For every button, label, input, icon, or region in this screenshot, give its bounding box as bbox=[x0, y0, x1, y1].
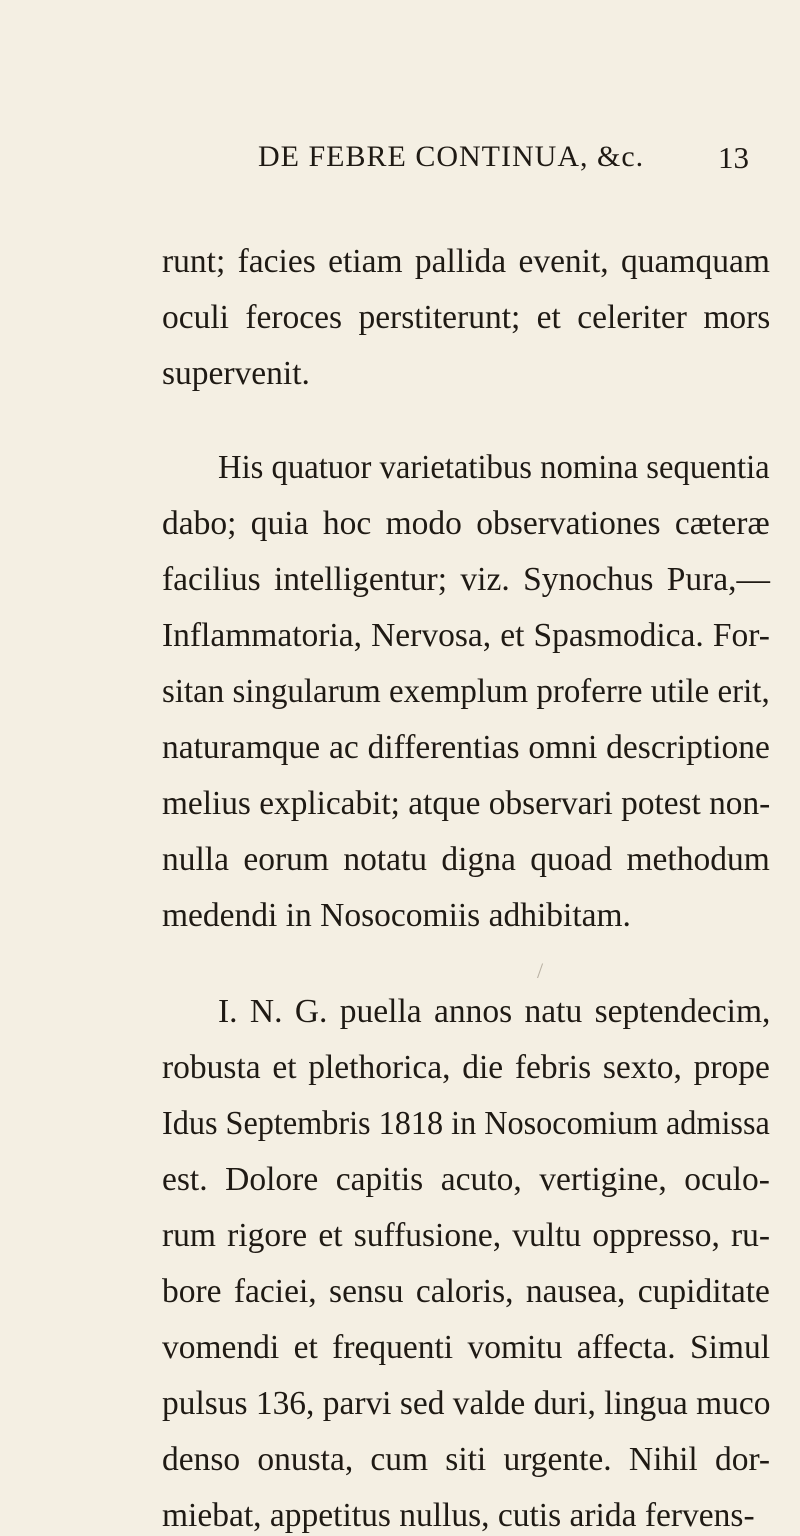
running-head: DE FEBRE CONTINUA, &c. bbox=[258, 140, 645, 173]
text-line: est. Dolore capitis acuto, vertigine, oculo- bbox=[162, 1161, 770, 1198]
text-line: vomendi et frequenti vomitu affecta. Simul bbox=[162, 1329, 771, 1366]
text-line: His quatuor varietatibus nomina sequentia bbox=[218, 449, 770, 486]
stray-mark: / bbox=[537, 958, 544, 983]
text-line: miebat, appetitus nullus, cutis arida fervens- bbox=[162, 1497, 755, 1534]
text-line: medendi in Nosocomiis adhibitam. bbox=[162, 897, 631, 934]
text-line: rum rigore et suffusione, vultu oppresso, ru- bbox=[162, 1217, 771, 1254]
text-line: runt; facies etiam pallida evenit, quamquam bbox=[162, 243, 770, 280]
text-line: robusta et plethorica, die febris sexto, prope bbox=[162, 1049, 770, 1086]
text-line: melius explicabit; atque observari potest non- bbox=[162, 785, 771, 822]
page-header bbox=[0, 140, 800, 180]
text-line: facilius intelligentur; viz. Synochus Pura,— bbox=[162, 561, 771, 598]
text-line: Inflammatoria, Nervosa, et Spasmodica. For- bbox=[162, 617, 770, 654]
text-line: I. N. G. puella annos natu septendecim, bbox=[218, 993, 771, 1030]
text-line: bore faciei, sensu caloris, nausea, cupiditate bbox=[162, 1273, 770, 1310]
text-line: sitan singularum exemplum proferre utile erit, bbox=[162, 673, 770, 710]
text-line: naturamque ac differentias omni descriptione bbox=[162, 729, 770, 766]
text-line: pulsus 136, parvi sed valde duri, lingua muco bbox=[162, 1385, 771, 1422]
text-line: supervenit. bbox=[162, 355, 310, 392]
text-line: nulla eorum notatu digna quoad methodum bbox=[162, 841, 770, 878]
text-line: oculi feroces perstiterunt; et celeriter mors bbox=[162, 299, 771, 336]
page-number: 13 bbox=[718, 140, 749, 175]
text-line: denso onusta, cum siti urgente. Nihil dor- bbox=[162, 1441, 771, 1478]
text-line: Idus Septembris 1818 in Nosocomium admissa bbox=[162, 1105, 770, 1142]
text-line: dabo; quia hoc modo observationes cæteræ bbox=[162, 505, 770, 542]
